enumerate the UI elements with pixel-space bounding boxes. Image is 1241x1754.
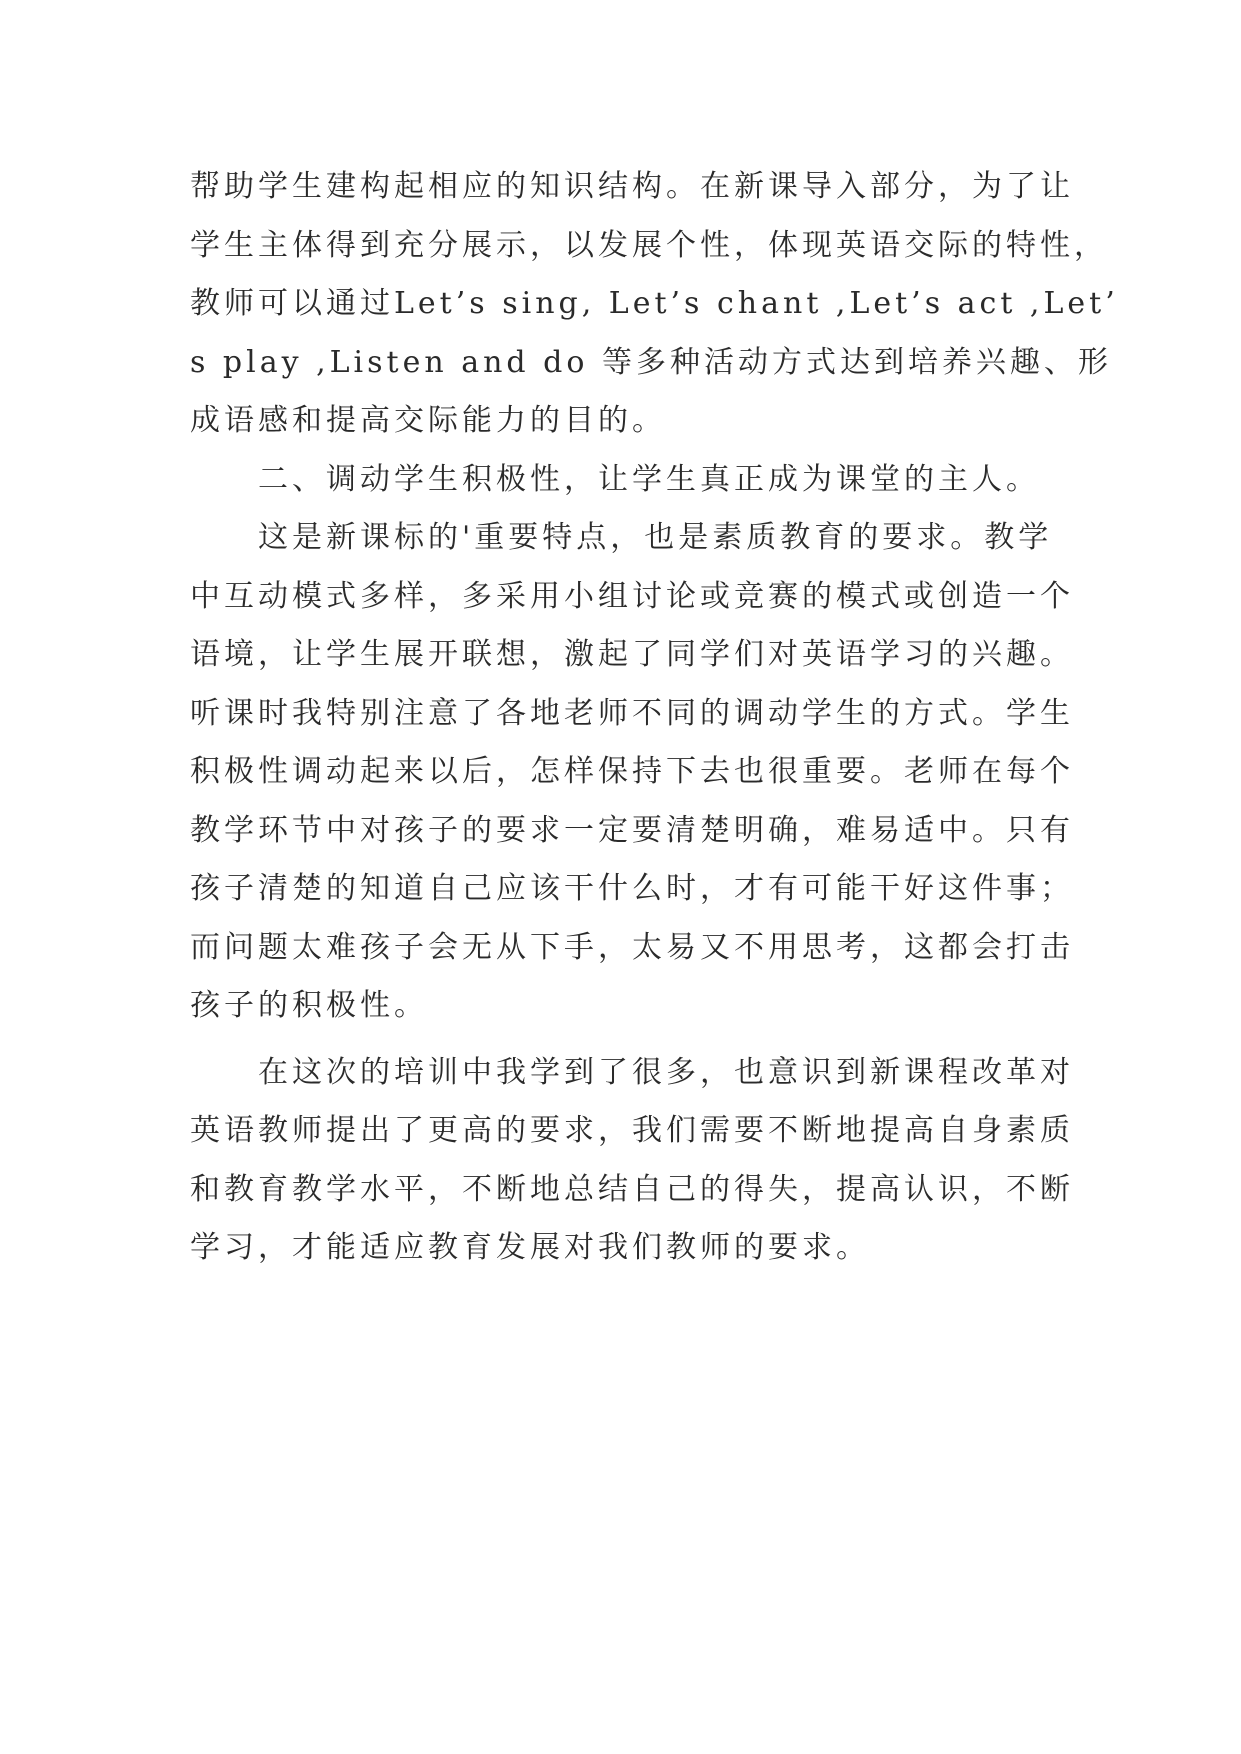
text-line: 这是新课标的'重要特点，也是素质教育的要求。教学 bbox=[190, 520, 1053, 555]
text-line: s play ,Listen and do 等多种活动方式达到培养兴趣、形 bbox=[190, 344, 1112, 380]
text-line: 教学环节中对孩子的要求一定要清楚明确，难易适中。只有 bbox=[190, 812, 1074, 848]
text-line: 帮助学生建构起相应的知识结构。在新课导入部分，为了让 bbox=[190, 169, 1074, 204]
text-line: 和教育教学水平，不断地总结自己的得失，提高认识，不断 bbox=[190, 1171, 1074, 1207]
text-line: 学习，才能适应教育发展对我们教师的要求。 bbox=[190, 1230, 870, 1265]
document-body bbox=[190, 158, 1119, 1278]
text-line: 学生主体得到充分展示，以发展个性，体现英语交际的特性， bbox=[190, 227, 1108, 263]
section-heading: 二、调动学生积极性，让学生真正成为课堂的主人。 bbox=[190, 461, 1040, 497]
text-line: 成语感和提高交际能力的目的。 bbox=[190, 403, 666, 438]
text-line: 积极性调动起来以后，怎样保持下去也很重要。老师在每个 bbox=[190, 754, 1074, 789]
text-line: 英语教师提出了更高的要求，我们需要不断地提高自身素质 bbox=[190, 1113, 1074, 1148]
text-line: 而问题太难孩子会无从下手，太易又不用思考，这都会打击 bbox=[190, 929, 1074, 965]
paragraph-gap bbox=[190, 1036, 1070, 1044]
text-line: 语境，让学生展开联想，激起了同学们对英语学习的兴趣。 bbox=[190, 637, 1074, 672]
text-line: 在这次的培训中我学到了很多，也意识到新课程改革对 bbox=[190, 1054, 1074, 1090]
text-line: 孩子的积极性。 bbox=[190, 988, 428, 1023]
text-line: 孩子清楚的知道自己应该干什么时，才有可能干好这件事； bbox=[190, 871, 1074, 906]
text-line: 教师可以通过Let’s sing, Let’s chant ,Let’s act ,Let’ bbox=[190, 286, 1119, 321]
text-line: 听课时我特别注意了各地老师不同的调动学生的方式。学生 bbox=[190, 695, 1074, 731]
text-line: 中互动模式多样，多采用小组讨论或竞赛的模式或创造一个 bbox=[190, 578, 1074, 614]
